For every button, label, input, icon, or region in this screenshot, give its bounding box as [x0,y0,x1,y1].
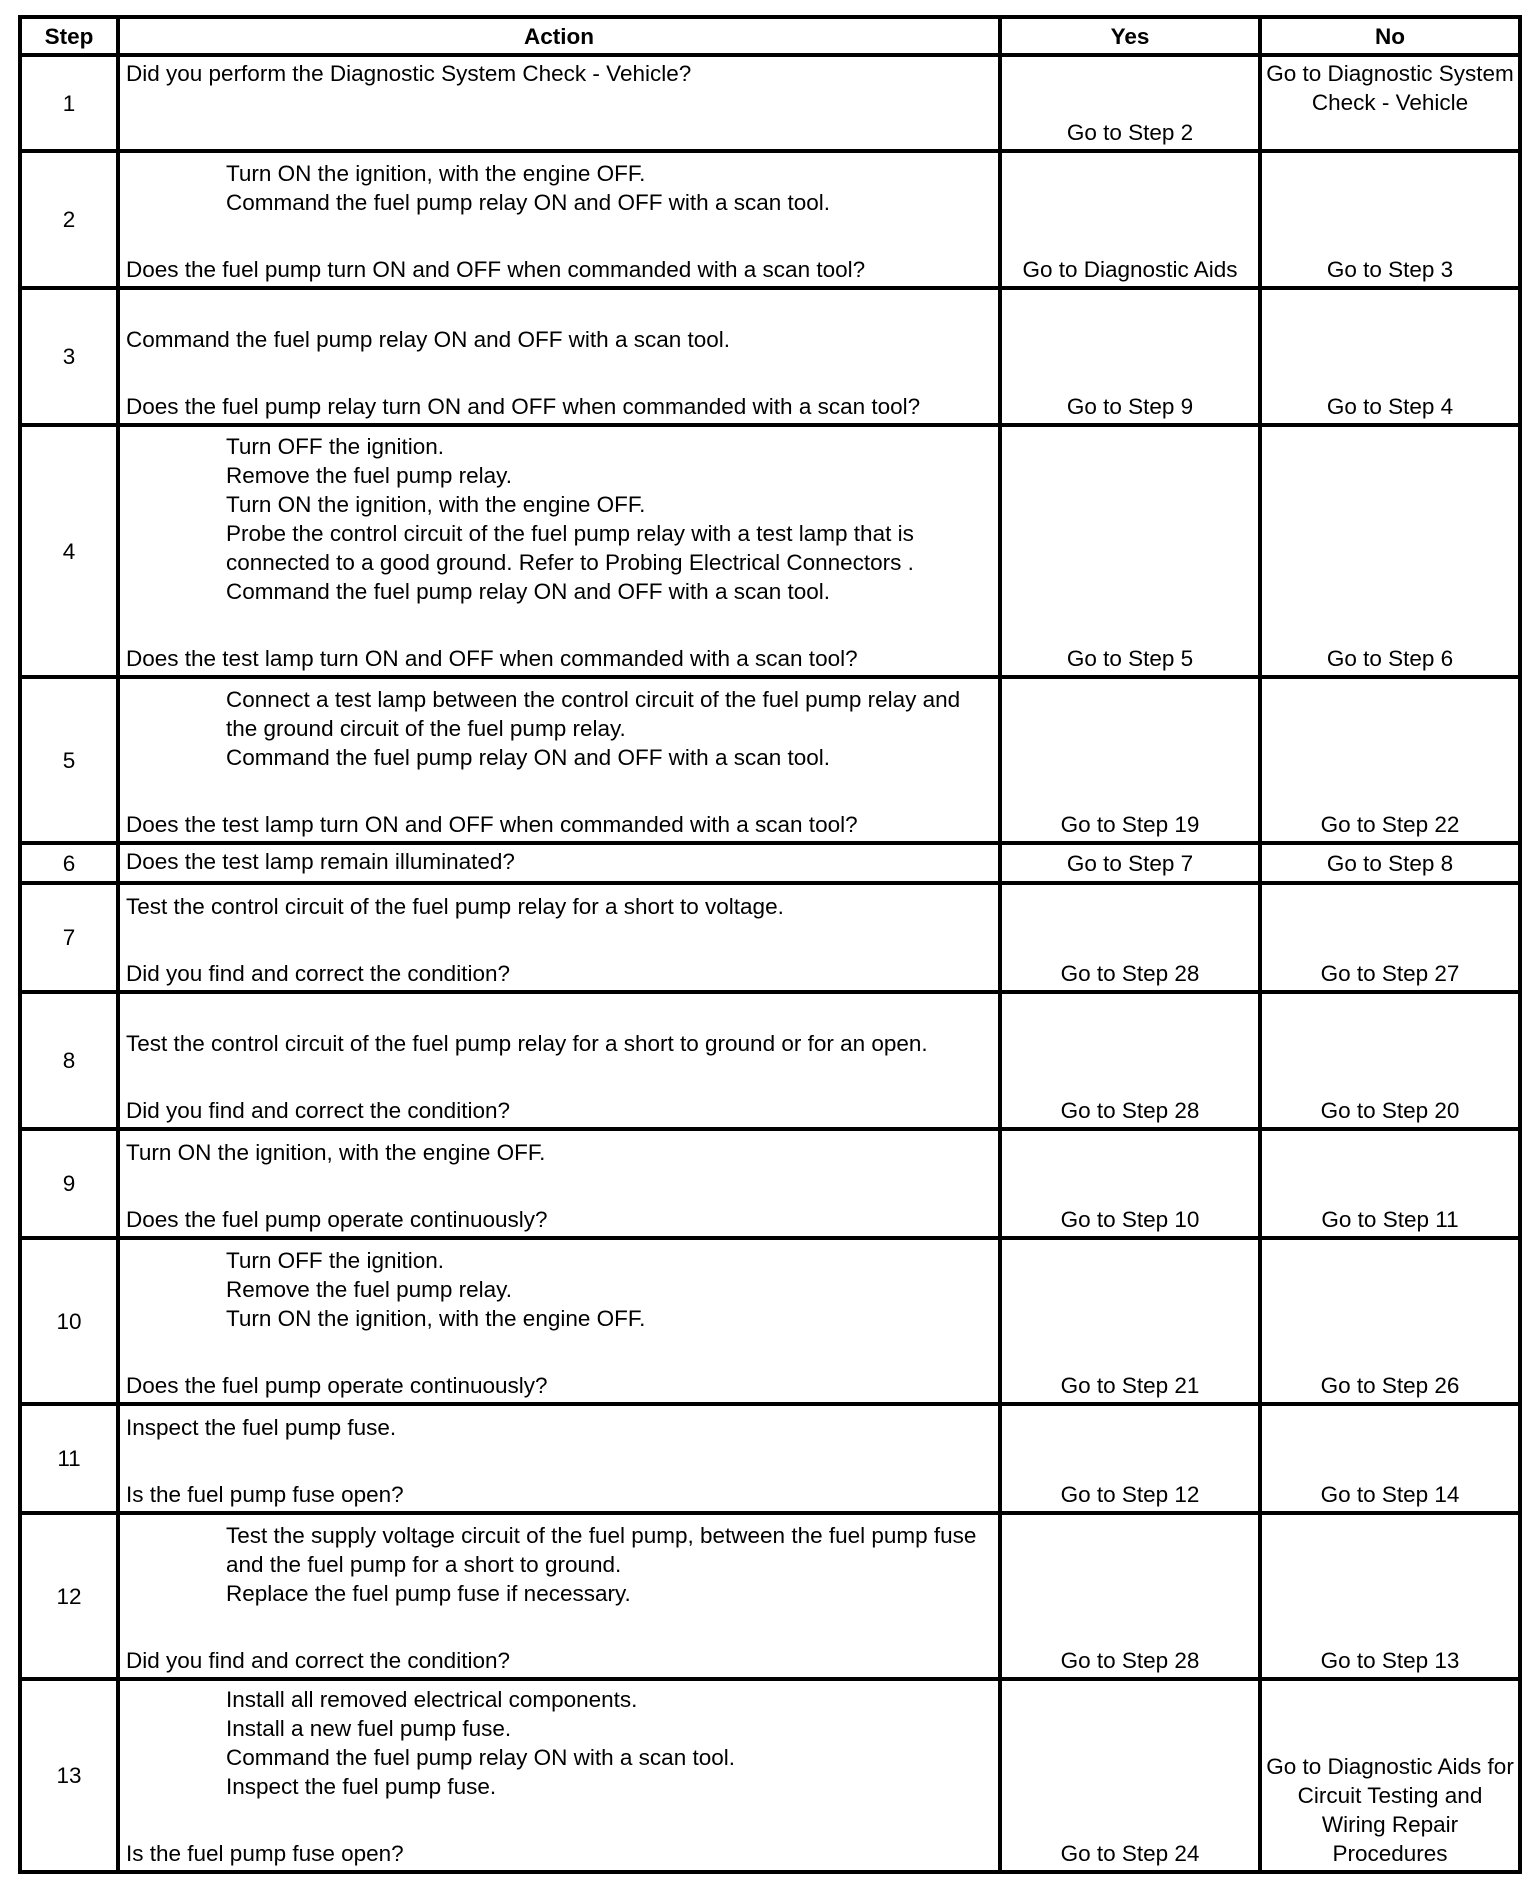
action-cell [118,677,1000,843]
action-question: Does the fuel pump turn ON and OFF when commanded with a scan tool? [126,257,866,282]
action-lead: Turn ON the ignition, with the engine OFF. [126,1140,546,1165]
action-question: Does the test lamp turn ON and OFF when commanded with a scan tool? [126,646,858,671]
action-instruction: Command the fuel pump relay ON with a scan tool. [226,1745,735,1770]
yes-outcome: Go to Step 10 [1000,1129,1260,1238]
no-outcome: Go to Step 26 [1260,1238,1520,1404]
action-instruction: Test the supply voltage circuit of the fuel pump, between the fuel pump fuse and the fuel pump for a short to ground. [226,1523,977,1577]
action-cell [118,992,1000,1129]
yes-outcome: Go to Step 28 [1000,992,1260,1129]
action-cell [118,883,1000,992]
no-outcome: Go to Step 27 [1260,883,1520,992]
table-row [20,1513,1520,1679]
step-number: 11 [20,1404,118,1513]
diagnostic-table [18,15,1522,1874]
action-instruction: Turn OFF the ignition. [226,434,445,459]
yes-outcome: Go to Step 19 [1000,677,1260,843]
table-row [20,1404,1520,1513]
no-outcome: Go to Step 8 [1260,843,1520,883]
action-instruction: Replace the fuel pump fuse if necessary. [226,1581,631,1606]
action-cell [118,1679,1000,1872]
table-row [20,55,1520,151]
action-instruction: Command the fuel pump relay ON and OFF with a scan tool. [226,579,831,604]
table-row [20,151,1520,288]
action-lead: Command the fuel pump relay ON and OFF with a scan tool. [126,327,731,352]
step-number: 13 [20,1679,118,1872]
action-question: Is the fuel pump fuse open? [126,1841,404,1866]
header-step: Step [20,17,118,55]
table-row [20,677,1520,843]
action-instruction: Turn ON the ignition, with the engine OFF. [226,161,646,186]
step-number: 5 [20,677,118,843]
no-outcome: Go to Step 13 [1260,1513,1520,1679]
action-question: Does the fuel pump operate continuously? [126,1207,548,1232]
table-row [20,1129,1520,1238]
no-outcome: Go to Step 22 [1260,677,1520,843]
table-row [20,288,1520,425]
action-lead: Inspect the fuel pump fuse. [126,1415,397,1440]
diagnostic-table-container [18,15,1522,1874]
yes-outcome: Go to Step 7 [1000,843,1260,883]
action-instruction: Install a new fuel pump fuse. [226,1716,512,1741]
step-number: 3 [20,288,118,425]
step-number: 12 [20,1513,118,1679]
action-instruction: Install all removed electrical components. [226,1687,638,1712]
header-no: No [1260,17,1520,55]
step-number: 4 [20,425,118,677]
yes-outcome: Go to Step 12 [1000,1404,1260,1513]
step-number: 8 [20,992,118,1129]
no-outcome: Go to Step 3 [1260,151,1520,288]
action-cell [118,55,1000,151]
action-lead: Test the control circuit of the fuel pump relay for a short to ground or for an open. [126,1031,928,1056]
table-row [20,1238,1520,1404]
step-number: 7 [20,883,118,992]
action-cell [118,843,1000,883]
action-question: Is the fuel pump fuse open? [126,1482,404,1507]
table-row [20,992,1520,1129]
step-number: 10 [20,1238,118,1404]
action-instruction: Remove the fuel pump relay. [226,1277,512,1302]
action-instruction: Remove the fuel pump relay. [226,463,512,488]
action-instruction: Turn OFF the ignition. [226,1248,445,1273]
yes-outcome: Go to Step 5 [1000,425,1260,677]
yes-outcome: Go to Step 24 [1000,1679,1260,1872]
yes-outcome: Go to Step 28 [1000,1513,1260,1679]
action-question: Does the test lamp remain illuminated? [126,849,515,874]
step-number: 1 [20,55,118,151]
action-instruction: Connect a test lamp between the control circuit of the fuel pump relay and the ground circuit of the fuel pump relay. [226,687,961,741]
header-yes: Yes [1000,17,1260,55]
no-outcome: Go to Step 20 [1260,992,1520,1129]
action-instruction: Command the fuel pump relay ON and OFF with a scan tool. [226,190,831,215]
yes-outcome: Go to Step 28 [1000,883,1260,992]
action-cell [118,288,1000,425]
yes-outcome: Go to Diagnostic Aids [1000,151,1260,288]
action-cell [118,1404,1000,1513]
action-cell [118,151,1000,288]
action-cell [118,1129,1000,1238]
action-question: Did you find and correct the condition? [126,961,510,986]
action-instruction: Command the fuel pump relay ON and OFF with a scan tool. [226,745,831,770]
table-row [20,843,1520,883]
no-outcome: Go to Step 14 [1260,1404,1520,1513]
no-outcome: Go to Diagnostic System Check - Vehicle [1260,55,1520,151]
step-number: 9 [20,1129,118,1238]
action-question: Does the test lamp turn ON and OFF when commanded with a scan tool? [126,812,858,837]
action-question: Did you find and correct the condition? [126,1098,510,1123]
action-instruction: Turn ON the ignition, with the engine OFF. [226,492,646,517]
yes-outcome: Go to Step 2 [1000,55,1260,151]
action-question: Did you find and correct the condition? [126,1648,510,1673]
action-instruction: Turn ON the ignition, with the engine OFF. [226,1306,646,1331]
action-cell [118,1238,1000,1404]
action-instruction: Probe the control circuit of the fuel pump relay with a test lamp that is connected to a good ground. Refer to Probing Electrical Connectors . [226,521,914,575]
action-question: Did you perform the Diagnostic System Check - Vehicle? [126,61,692,86]
action-instruction: Inspect the fuel pump fuse. [226,1774,497,1799]
table-row [20,425,1520,677]
table-row [20,883,1520,992]
header-action: Action [118,17,1000,55]
no-outcome: Go to Step 6 [1260,425,1520,677]
yes-outcome: Go to Step 21 [1000,1238,1260,1404]
action-question: Does the fuel pump operate continuously? [126,1373,548,1398]
action-cell [118,425,1000,677]
no-outcome: Go to Step 11 [1260,1129,1520,1238]
step-number: 6 [20,843,118,883]
action-lead: Test the control circuit of the fuel pump relay for a short to voltage. [126,894,784,919]
step-number: 2 [20,151,118,288]
table-row [20,1679,1520,1872]
no-outcome: Go to Diagnostic Aids for Circuit Testing and Wiring Repair Procedures [1260,1679,1520,1872]
action-question: Does the fuel pump relay turn ON and OFF when commanded with a scan tool? [126,394,921,419]
action-cell [118,1513,1000,1679]
header-row [20,17,1520,55]
no-outcome: Go to Step 4 [1260,288,1520,425]
yes-outcome: Go to Step 9 [1000,288,1260,425]
